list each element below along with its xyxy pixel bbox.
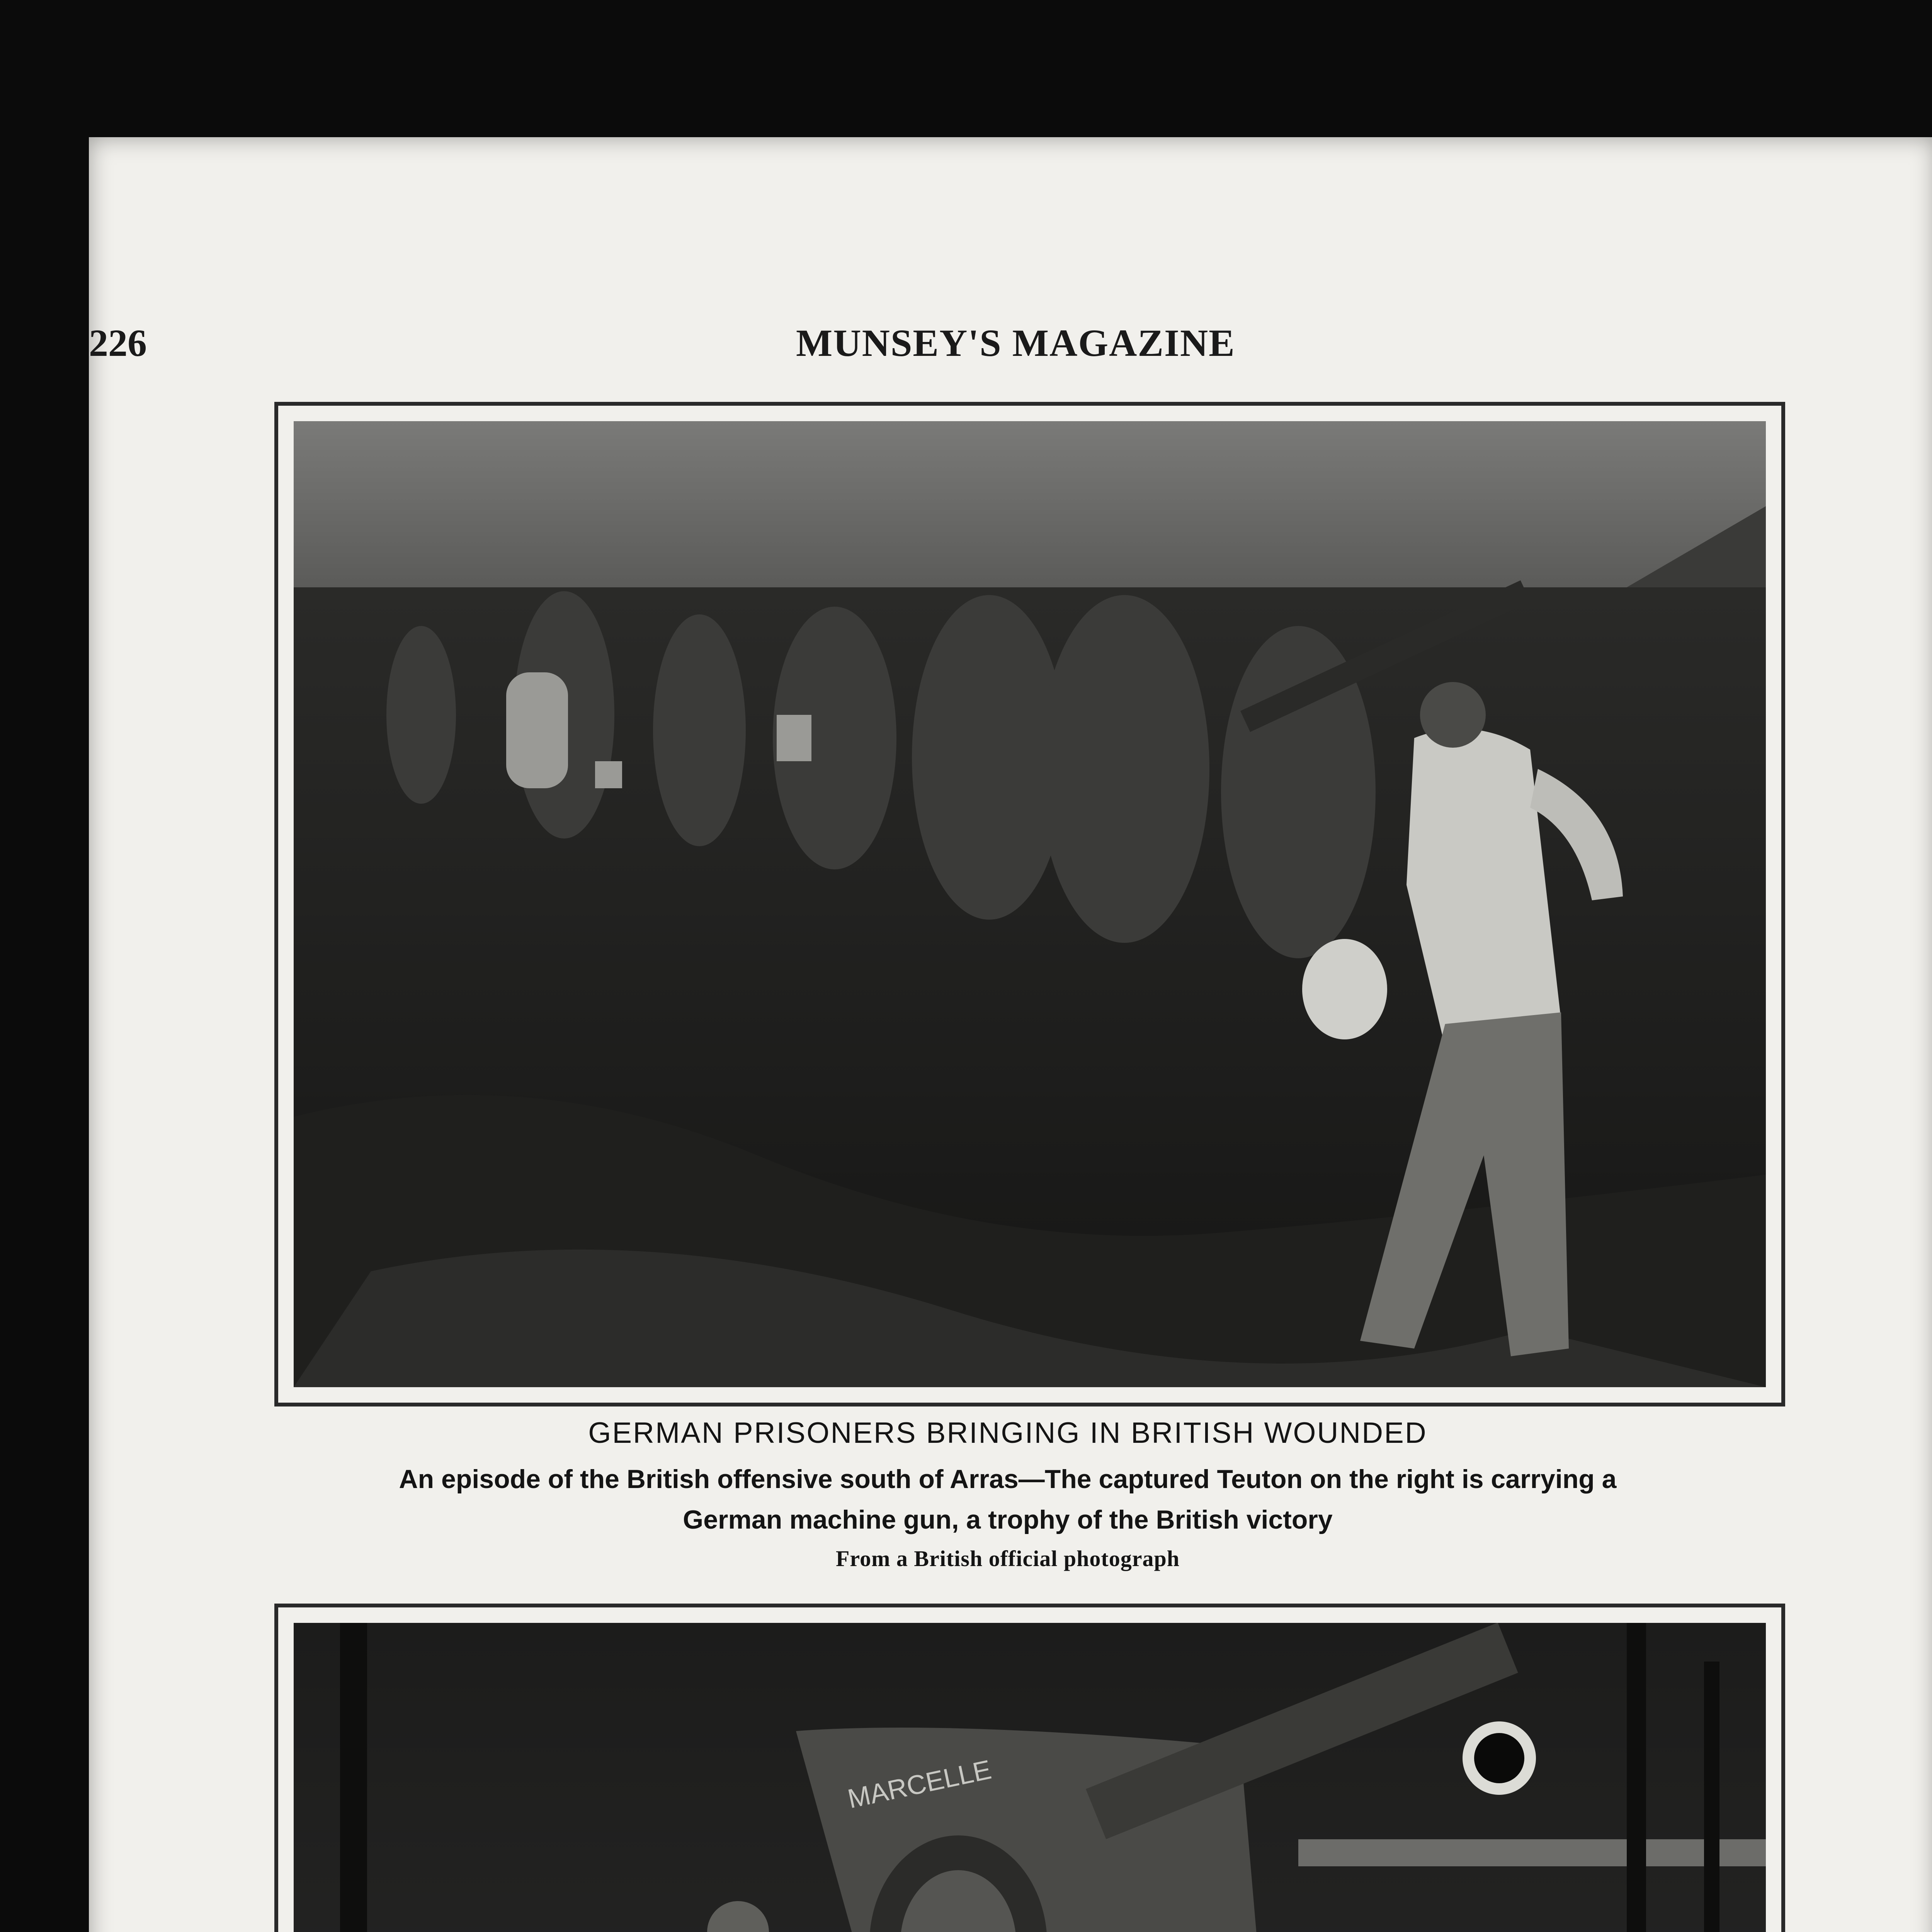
caption-title-prisoners: GERMAN PRISONERS BRINGING IN BRITISH WOUNDED <box>588 1417 1427 1449</box>
photo-german-prisoners <box>294 421 1766 1387</box>
photo-frame-artillery <box>274 1604 1785 1932</box>
photo-french-artillery <box>294 1623 1766 1932</box>
gun-marking-text: MARCELLE <box>845 1754 994 1814</box>
photo-credit-prisoners: From a British official photograph <box>835 1546 1180 1571</box>
caption-line1-prisoners: An episode of the British offensive south of Arras—The captured Teuton on the right is carrying a <box>399 1464 1617 1494</box>
page-number: 226 <box>89 321 147 364</box>
magazine-title: MUNSEY'S MAGAZINE <box>796 321 1235 364</box>
photo-frame-prisoners <box>274 402 1785 1406</box>
caption-line2-prisoners: German machine gun, a trophy of the British victory <box>683 1505 1333 1534</box>
